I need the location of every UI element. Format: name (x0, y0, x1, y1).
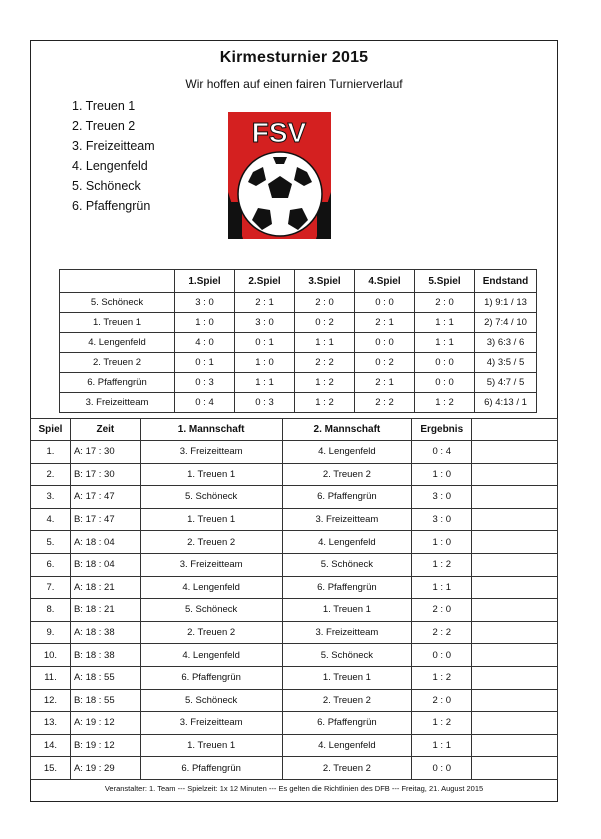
schedule-cell (472, 463, 558, 486)
schedule-cell: 1. Treuen 1 (282, 599, 412, 622)
schedule-cell: 4. Lengenfeld (140, 576, 282, 599)
schedule-cell: 1 : 2 (412, 666, 472, 689)
standings-cell: 2 : 1 (355, 313, 415, 333)
schedule-cell: 6. (31, 553, 71, 576)
standings-cell: 1 : 2 (295, 393, 355, 413)
standings-cell: 2 : 1 (355, 373, 415, 393)
standings-cell: 0 : 0 (355, 333, 415, 353)
schedule-row (31, 689, 558, 712)
schedule-row (31, 576, 558, 599)
standings-row (60, 393, 537, 413)
schedule-row (31, 553, 558, 576)
team-list-item: 2. Treuen 2 (72, 119, 136, 133)
standings-cell: 0 : 0 (415, 353, 475, 373)
schedule-cell: 3. Freizeitteam (282, 621, 412, 644)
schedule-cell: B: 18 : 55 (70, 689, 140, 712)
team-list-item: 3. Freizeitteam (72, 139, 155, 153)
schedule-row (31, 599, 558, 622)
fsv-logo (228, 112, 331, 239)
standings-cell: 2 : 0 (295, 293, 355, 313)
schedule-cell (472, 531, 558, 554)
schedule-row (31, 486, 558, 509)
schedule-cell: 5. Schöneck (140, 599, 282, 622)
schedule-cell: 5. Schöneck (140, 486, 282, 509)
standings-cell: 1 : 0 (175, 313, 235, 333)
schedule-row (31, 666, 558, 689)
standings-cell: 0 : 2 (355, 353, 415, 373)
standings-cell: 4. Lengenfeld (60, 333, 175, 353)
schedule-cell: 4. (31, 508, 71, 531)
standings-row (60, 373, 537, 393)
standings-header: 1.Spiel (175, 270, 235, 293)
schedule-cell: A: 19 : 12 (70, 712, 140, 735)
schedule-cell: 6. Pfaffengrün (282, 486, 412, 509)
schedule-cell: 2. Treuen 2 (282, 463, 412, 486)
standings-header: 4.Spiel (355, 270, 415, 293)
schedule-cell: 2. (31, 463, 71, 486)
schedule-cell: 0 : 0 (412, 757, 472, 780)
schedule-cell: 6. Pfaffengrün (282, 576, 412, 599)
schedule-header: 1. Mannschaft (140, 419, 282, 441)
standings-cell: 1) 9:1 / 13 (475, 293, 537, 313)
schedule-cell: B: 17 : 47 (70, 508, 140, 531)
schedule-cell (472, 621, 558, 644)
schedule-row (31, 644, 558, 667)
schedule-cell: 5. Schöneck (140, 689, 282, 712)
schedule-cell (472, 599, 558, 622)
schedule-cell: 0 : 0 (412, 644, 472, 667)
standings-cell: 1 : 1 (415, 333, 475, 353)
team-list-item: 1. Treuen 1 (72, 99, 136, 113)
standings-cell: 5. Schöneck (60, 293, 175, 313)
schedule-cell: 2. Treuen 2 (140, 531, 282, 554)
standings-cell: 4 : 0 (175, 333, 235, 353)
standings-cell: 0 : 2 (295, 313, 355, 333)
schedule-cell: 1 : 1 (412, 734, 472, 757)
schedule-row (31, 508, 558, 531)
team-list (72, 96, 155, 216)
schedule-cell: 3 : 0 (412, 486, 472, 509)
schedule-header-row (31, 419, 558, 441)
schedule-cell: A: 18 : 38 (70, 621, 140, 644)
schedule-cell: 1. (31, 441, 71, 464)
schedule-cell: 1 : 2 (412, 712, 472, 735)
schedule-cell: 1 : 2 (412, 553, 472, 576)
standings-table (59, 269, 537, 413)
schedule-cell: B: 17 : 30 (70, 463, 140, 486)
schedule-cell (472, 576, 558, 599)
schedule-cell: 2. Treuen 2 (140, 621, 282, 644)
standings-cell: 6. Pfaffengrün (60, 373, 175, 393)
schedule-cell: 5. Schöneck (282, 644, 412, 667)
standings-header-row (60, 270, 537, 293)
schedule-cell: 1. Treuen 1 (282, 666, 412, 689)
schedule-row (31, 734, 558, 757)
schedule-cell: 10. (31, 644, 71, 667)
standings-cell: 0 : 1 (235, 333, 295, 353)
schedule-cell: 6. Pfaffengrün (140, 666, 282, 689)
standings-cell: 3 : 0 (235, 313, 295, 333)
standings-header (60, 270, 175, 293)
schedule-cell: 2 : 2 (412, 621, 472, 644)
schedule-header: Spiel (31, 419, 71, 441)
schedule-header: 2. Mannschaft (282, 419, 412, 441)
schedule-cell: 5. (31, 531, 71, 554)
footer-note: Veranstalter: 1. Team --- Spielzeit: 1x 12 Minuten --- Es gelten die Richtlinien des DFB --- Freitag, 21. August 2015 (104, 784, 484, 793)
schedule-cell: 1 : 1 (412, 576, 472, 599)
standings-cell: 1 : 1 (415, 313, 475, 333)
standings-header: Endstand (475, 270, 537, 293)
standings-cell: 1 : 1 (295, 333, 355, 353)
standings-cell: 3 : 0 (175, 293, 235, 313)
schedule-cell: A: 18 : 21 (70, 576, 140, 599)
schedule-cell: 3 : 0 (412, 508, 472, 531)
svg-text:FSV: FSV (251, 117, 307, 148)
schedule-cell: B: 18 : 38 (70, 644, 140, 667)
standings-cell: 3. Freizeitteam (60, 393, 175, 413)
schedule-row (31, 757, 558, 780)
standings-cell: 1. Treuen 1 (60, 313, 175, 333)
standings-row (60, 293, 537, 313)
schedule-row (31, 441, 558, 464)
team-list-item: 5. Schöneck (72, 179, 141, 193)
schedule-cell: 13. (31, 712, 71, 735)
match-schedule-table (30, 418, 558, 780)
schedule-cell: 3. Freizeitteam (140, 553, 282, 576)
schedule-cell: 3. Freizeitteam (282, 508, 412, 531)
standings-cell: 1 : 0 (235, 353, 295, 373)
schedule-cell: 2 : 0 (412, 599, 472, 622)
schedule-cell: 1 : 0 (412, 531, 472, 554)
schedule-cell (472, 689, 558, 712)
schedule-cell: A: 19 : 29 (70, 757, 140, 780)
standings-cell: 2) 7:4 / 10 (475, 313, 537, 333)
page-title: Kirmesturnier 2015 (219, 49, 369, 66)
schedule-cell: 5. Schöneck (282, 553, 412, 576)
standings-header: 5.Spiel (415, 270, 475, 293)
standings-cell: 2 : 1 (235, 293, 295, 313)
schedule-cell: 3. Freizeitteam (140, 712, 282, 735)
schedule-cell: A: 17 : 30 (70, 441, 140, 464)
schedule-cell: 4. Lengenfeld (282, 734, 412, 757)
standings-cell: 1 : 2 (295, 373, 355, 393)
page-subtitle: Wir hoffen auf einen fairen Turnierverlauf (185, 77, 403, 91)
schedule-header: Zeit (70, 419, 140, 441)
standings-row (60, 353, 537, 373)
standings-cell: 0 : 3 (175, 373, 235, 393)
schedule-cell: 6. Pfaffengrün (140, 757, 282, 780)
schedule-cell: 1. Treuen 1 (140, 734, 282, 757)
standings-cell: 4) 3:5 / 5 (475, 353, 537, 373)
schedule-cell: A: 18 : 04 (70, 531, 140, 554)
schedule-cell (472, 734, 558, 757)
standings-cell: 1 : 2 (415, 393, 475, 413)
standings-row (60, 313, 537, 333)
standings-header: 3.Spiel (295, 270, 355, 293)
standings-cell: 2 : 2 (355, 393, 415, 413)
schedule-cell: 3. Freizeitteam (140, 441, 282, 464)
schedule-cell (472, 712, 558, 735)
schedule-cell: B: 18 : 04 (70, 553, 140, 576)
schedule-cell: A: 17 : 47 (70, 486, 140, 509)
standings-header: 2.Spiel (235, 270, 295, 293)
schedule-cell: 0 : 4 (412, 441, 472, 464)
schedule-cell: 1. Treuen 1 (140, 463, 282, 486)
schedule-cell: B: 18 : 21 (70, 599, 140, 622)
standings-cell: 2 : 2 (295, 353, 355, 373)
standings-cell: 5) 4:7 / 5 (475, 373, 537, 393)
team-list-item: 6. Pfaffengrün (72, 199, 151, 213)
standings-cell: 2. Treuen 2 (60, 353, 175, 373)
schedule-cell: B: 19 : 12 (70, 734, 140, 757)
standings-cell: 1 : 1 (235, 373, 295, 393)
schedule-cell: 3. (31, 486, 71, 509)
schedule-cell: A: 18 : 55 (70, 666, 140, 689)
schedule-cell: 4. Lengenfeld (282, 531, 412, 554)
schedule-cell (472, 441, 558, 464)
schedule-row (31, 463, 558, 486)
schedule-cell: 11. (31, 666, 71, 689)
schedule-cell: 12. (31, 689, 71, 712)
standings-cell: 3) 6:3 / 6 (475, 333, 537, 353)
schedule-cell: 1 : 0 (412, 463, 472, 486)
standings-cell: 0 : 3 (235, 393, 295, 413)
schedule-cell: 2 : 0 (412, 689, 472, 712)
schedule-cell: 15. (31, 757, 71, 780)
schedule-row (31, 712, 558, 735)
schedule-cell (472, 508, 558, 531)
schedule-row (31, 621, 558, 644)
schedule-header (472, 419, 558, 441)
schedule-cell: 2. Treuen 2 (282, 689, 412, 712)
schedule-row (31, 531, 558, 554)
standings-cell: 0 : 4 (175, 393, 235, 413)
standings-cell: 0 : 0 (355, 293, 415, 313)
schedule-cell: 4. Lengenfeld (140, 644, 282, 667)
team-list-item: 4. Lengenfeld (72, 159, 148, 173)
standings-cell: 6) 4:13 / 1 (475, 393, 537, 413)
schedule-cell (472, 553, 558, 576)
schedule-cell (472, 757, 558, 780)
standings-row (60, 333, 537, 353)
schedule-cell (472, 666, 558, 689)
schedule-cell: 2. Treuen 2 (282, 757, 412, 780)
schedule-cell: 14. (31, 734, 71, 757)
schedule-cell: 4. Lengenfeld (282, 441, 412, 464)
schedule-cell (472, 486, 558, 509)
schedule-header: Ergebnis (412, 419, 472, 441)
schedule-cell: 7. (31, 576, 71, 599)
standings-cell: 2 : 0 (415, 293, 475, 313)
schedule-cell: 8. (31, 599, 71, 622)
standings-cell: 0 : 0 (415, 373, 475, 393)
schedule-cell (472, 644, 558, 667)
schedule-cell: 6. Pfaffengrün (282, 712, 412, 735)
schedule-cell: 1. Treuen 1 (140, 508, 282, 531)
standings-cell: 0 : 1 (175, 353, 235, 373)
schedule-cell: 9. (31, 621, 71, 644)
